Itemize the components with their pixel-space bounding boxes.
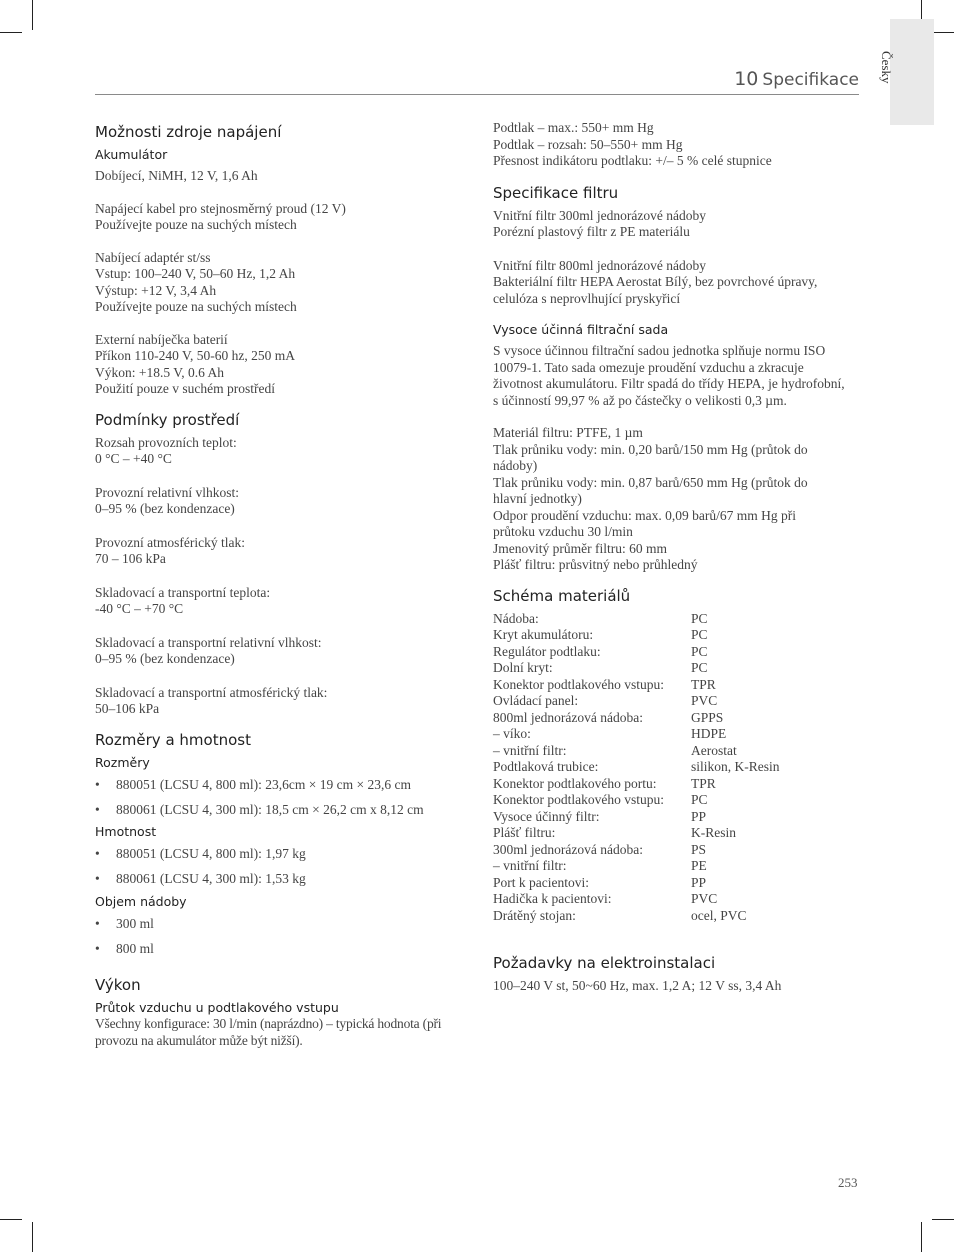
filter-heading: Specifikace filtru (493, 183, 619, 202)
material-part: Regulátor podtlaku: (493, 643, 601, 659)
material-value: PC (691, 660, 708, 675)
env-storage-temp: Skladovací a transportní teplota: -40 °C – +70 °C (95, 584, 271, 616)
material-value: PVC (691, 693, 718, 708)
hepa-subheading: Vysoce účinná filtrační sada (493, 322, 669, 337)
dims-heading: Rozměry a hmotnost (95, 730, 251, 749)
charger-text: Externí nabíječka baterií Příkon 110-240 V, 50-60 hz, 250 mA Výkon: +18.5 V, 0.6 Ah Použití pouze v suchém prostředí (95, 331, 296, 396)
table-row (493, 710, 780, 727)
table-row (493, 627, 780, 644)
materials-table (493, 611, 780, 925)
env-storage-humidity: Skladovací a transportní relativní vlhkost: 0–95 % (bez kondenzace) (95, 634, 322, 666)
performance-heading: Výkon (95, 976, 141, 994)
table-row (493, 743, 780, 760)
list-item: • 880061 (LCSU 4, 300 ml): 18,5 cm × 26,2 cm x 8,12 cm (95, 802, 465, 819)
table-row (493, 858, 780, 875)
table-row (493, 677, 780, 694)
material-part: Ovládací panel: (493, 693, 579, 708)
crop-mark (0, 32, 22, 33)
battery-text: Dobíjecí, NiMH, 12 V, 1,6 Ah (95, 168, 258, 183)
dims-subheading: Rozměry (95, 754, 150, 770)
materials-heading: Schéma materiálů (493, 586, 631, 605)
hepa-text: S vysoce účinnou filtrační sadou jednotka splňuje normu ISO 10079-1. Tato sada omezuje proudění vzduchu a zkracuje životnost akumulátoru. Filtr spadá do třídy HEPA, je hydrofobní, s účinností 99,97 % až po částečky o velikosti 0,3 µm. (493, 343, 845, 408)
material-part: Vysoce účinný filtr: (493, 808, 600, 824)
table-row (493, 759, 780, 776)
language-label: Česky (879, 51, 894, 84)
material-part: Nádoba: (493, 610, 539, 626)
list-item: • 880061 (LCSU 4, 300 ml): 1,53 kg (95, 871, 465, 888)
vacuum-text: Podtlak – max.: 550+ mm Hg Podtlak – rozsah: 50–550+ mm Hg Přesnost indikátoru podtlaku: +/– 5 % celé stupnice (493, 120, 772, 168)
material-value: PC (691, 643, 708, 659)
material-value: PS (691, 841, 707, 857)
dims-list (95, 777, 465, 819)
weight-subheading: Hmotnost (95, 824, 157, 839)
power-heading: Možnosti zdroje napájení (95, 123, 282, 141)
section-number: 10 (734, 68, 759, 90)
material-part: Drátěný stojan: (493, 907, 576, 923)
volume-subheading: Objem nádoby (95, 893, 187, 909)
material-value: HDPE (691, 726, 727, 741)
crop-mark (32, 0, 33, 30)
table-row (493, 644, 780, 661)
material-part: – víko: (493, 726, 531, 741)
crop-mark (932, 32, 954, 33)
material-value: TPR (691, 775, 716, 791)
material-part: – vnitřní filtr: (493, 742, 567, 758)
env-operating-pressure: Provozní atmosférický tlak: 70 – 106 kPa (95, 534, 245, 566)
table-row (493, 908, 780, 925)
crop-mark (0, 1219, 22, 1220)
list-item: • 300 ml (95, 916, 465, 933)
material-part: Konektor podtlakového vstupu: (493, 792, 664, 807)
material-value: PC (691, 610, 708, 626)
material-value: PC (691, 792, 708, 807)
right-column (493, 120, 859, 995)
electrical-text: 100–240 V st, 50~60 Hz, max. 1,2 A; 12 V ss, 3,4 Ah (493, 978, 782, 993)
material-part: Port k pacientovi: (493, 874, 589, 890)
table-row (493, 792, 780, 809)
material-part: 800ml jednorázová nádoba: (493, 709, 643, 725)
material-value: K-Resin (691, 825, 736, 840)
volume-list (95, 916, 465, 958)
left-column (95, 120, 465, 1049)
filter-300-text: Vnitřní filtr 300ml jednorázové nádoby Porézní plastový filtr z PE materiálu (493, 207, 706, 239)
material-part: – vnitřní filtr: (493, 858, 567, 873)
page-number: 253 (838, 1175, 858, 1190)
airflow-text: Všechny konfigurace: 30 l/min (naprázdno) – typická hodnota (při provozu na akumulátor může být nižší). (95, 1016, 442, 1048)
table-row (493, 875, 780, 892)
section-title: Specifikace (762, 70, 859, 90)
material-part: Podtlaková trubice: (493, 759, 599, 774)
env-heading: Podmínky prostředí (95, 410, 240, 429)
material-value: PC (691, 627, 708, 642)
material-value: PE (691, 858, 707, 873)
list-item: • 800 ml (95, 941, 465, 958)
table-row (493, 726, 780, 743)
env-operating-humidity: Provozní relativní vlhkost: 0–95 % (bez kondenzace) (95, 484, 239, 516)
material-value: PP (691, 874, 707, 890)
material-value: TPR (691, 676, 716, 692)
table-row (493, 842, 780, 859)
env-storage-pressure: Skladovací a transportní atmosférický tlak: 50–106 kPa (95, 684, 328, 716)
table-row (493, 660, 780, 677)
table-row (493, 611, 780, 628)
airflow-subheading: Průtok vzduchu u podtlakového vstupu (95, 1000, 339, 1015)
material-part: Plášť filtru: (493, 825, 556, 840)
crop-mark (921, 1222, 922, 1252)
weight-list (95, 846, 465, 888)
dc-cable-text: Napájecí kabel pro stejnosměrný proud (12 V) Používejte pouze na suchých místech (95, 200, 346, 232)
material-value: PP (691, 808, 707, 824)
env-operating-temp: Rozsah provozních teplot: 0 °C – +40 °C (95, 434, 237, 466)
material-part: Kryt akumulátoru: (493, 627, 594, 642)
table-row (493, 693, 780, 710)
battery-subheading: Akumulátor (95, 147, 168, 162)
material-value: silikon, K-Resin (691, 759, 780, 774)
list-item: • 880051 (LCSU 4, 800 ml): 23,6cm × 19 cm × 23,6 cm (95, 777, 465, 794)
filter-800-text: Vnitřní filtr 800ml jednorázové nádoby Bakteriální filtr HEPA Aerostat Bílý, bez povrchové úpravy, celulóza s neprovlhující pryskyřicí (493, 257, 818, 306)
filter-specs-text: Materiál filtru: PTFE, 1 µm Tlak průniku vody: min. 0,20 barů/150 mm Hg (průtok do nádoby) Tlak průniku vody: min. 0,87 barů/650 mm Hg (průtok do hlavní jednotky) Odpor proudění vzduchu: max. 0,09 barů/67 mm Hg při průtoku vzduchu 30 l/min Jmenovitý průměr filtru: 60 mm Plášť filtru: průsvitný nebo průhledný (493, 425, 808, 572)
adapter-text: Nabíjecí adaptér st/ss Vstup: 100–240 V, 50–60 Hz, 1,2 Ah Výstup: +12 V, 3,4 Ah Používejte pouze na suchých místech (95, 249, 297, 314)
table-row (493, 776, 780, 793)
crop-mark (32, 1222, 33, 1252)
electrical-heading: Požadavky na elektroinstalaci (493, 954, 716, 972)
material-value: ocel, PVC (691, 907, 747, 923)
material-value: Aerostat (691, 742, 737, 758)
crop-mark (932, 1219, 954, 1220)
table-row (493, 809, 780, 826)
material-value: GPPS (691, 709, 724, 725)
material-part: 300ml jednorázová nádoba: (493, 841, 643, 857)
language-tab (879, 19, 934, 125)
material-part: Hadička k pacientovi: (493, 891, 612, 906)
material-part: Dolní kryt: (493, 660, 553, 675)
list-item: • 880051 (LCSU 4, 800 ml): 1,97 kg (95, 846, 465, 863)
table-row (493, 891, 780, 908)
material-value: PVC (691, 891, 718, 906)
table-row (493, 825, 780, 842)
section-header (95, 68, 859, 95)
material-part: Konektor podtlakového vstupu: (493, 676, 664, 692)
material-part: Konektor podtlakového portu: (493, 775, 657, 791)
